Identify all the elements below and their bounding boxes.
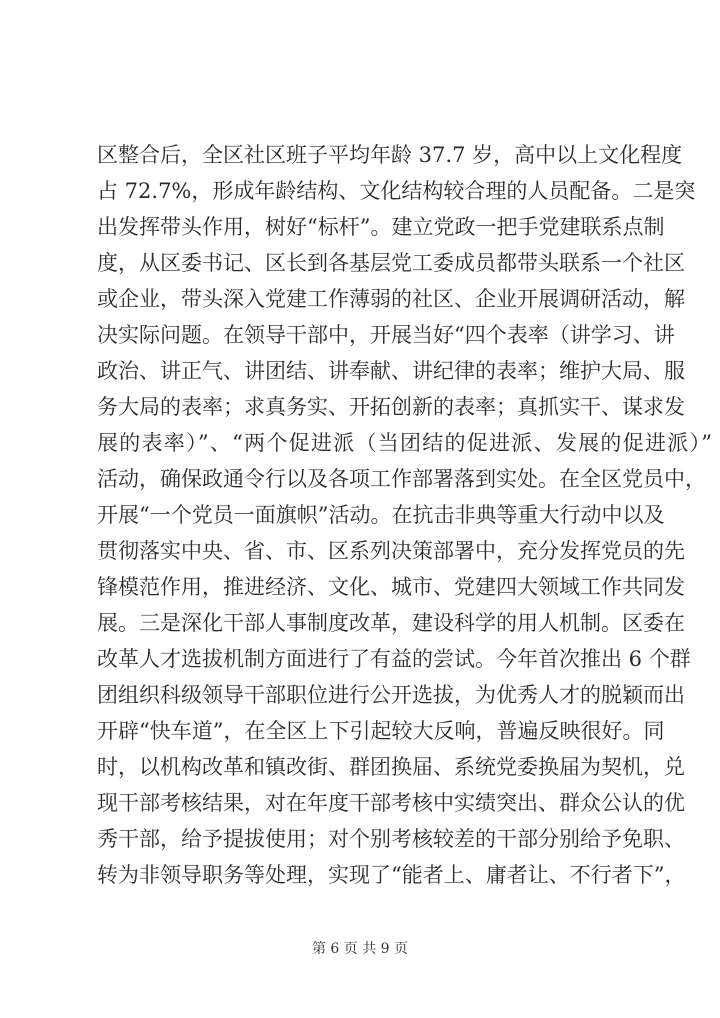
- text-line: 秀干部，给予提拔使用；对个别考核较差的干部分别给予免职、: [97, 827, 685, 851]
- text-line: 占 72.7%，形成年龄结构、文化结构较合理的人员配备。二是突: [97, 179, 696, 203]
- text-line: 或企业，带头深入党建工作薄弱的社区、企业开展调研活动，解: [97, 287, 685, 311]
- text-line: 开辟“快车道”，在全区上下引起较大反响，普遍反映很好。同: [97, 719, 665, 743]
- text-line: 开展“一个党员一面旗帜”活动。在抗击非典等重大行动中以及: [97, 503, 665, 527]
- text-line: 改革人才选拔机制方面进行了有益的尝试。今年首次推出 6 个群: [97, 647, 691, 671]
- text-line: 区整合后，全区社区班子平均年龄 37.7 岁，高中以上文化程度: [97, 143, 683, 167]
- text-line: 展。三是深化干部人事制度改革，建设科学的用人机制。区委在: [97, 611, 685, 635]
- text-line: 决实际问题。在领导干部中，开展当好“四个表率（讲学习、讲: [97, 323, 675, 347]
- text-line: 出发挥带头作用，树好“标杆”。建立党政一把手党建联系点制: [97, 215, 665, 239]
- text-line: 现干部考核结果，对在年度干部考核中实绩突出、群众公认的优: [97, 791, 685, 815]
- text-line: 贯彻落实中央、省、市、区系列决策部署中，充分发挥党员的先: [97, 539, 685, 563]
- text-line: 活动，确保政通令行以及各项工作部署落到实处。在全区党员中，: [97, 467, 706, 491]
- text-line: 度，从区委书记、区长到各基层党工委成员都带头联系一个社区: [97, 251, 685, 275]
- text-line: 展的表率）”、“两个促进派（当团结的促进派、发展的促进派）”: [97, 431, 712, 455]
- text-line: 转为非领导职务等处理，实现了“能者上、庸者让、不行者下”，: [97, 863, 686, 887]
- text-line: 团组织科级领导干部职位进行公开选拔，为优秀人才的脱颖而出: [97, 683, 685, 707]
- text-line: 锋模范作用，推进经济、文化、城市、党建四大领域工作共同发: [97, 575, 685, 599]
- text-line: 政治、讲正气、讲团结、讲奉献、讲纪律的表率；维护大局、服: [97, 359, 685, 383]
- page-footer: 第 6 页 共 9 页: [311, 941, 409, 957]
- text-line: 时，以机构改革和镇改街、群团换届、系统党委换届为契机，兑: [97, 755, 685, 779]
- text-line: 务大局的表率；求真务实、开拓创新的表率；真抓实干、谋求发: [97, 395, 685, 419]
